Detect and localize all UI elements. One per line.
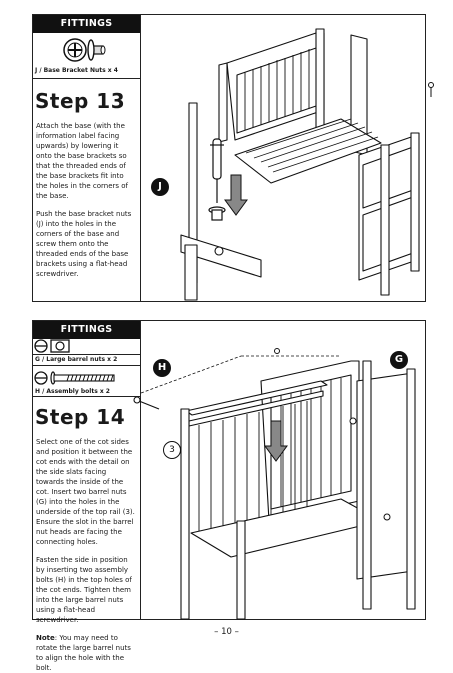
step-13-panel [32,14,426,302]
fitting-caption-j: J / Base Bracket Nuts x 4 [35,67,118,74]
step-13-instructions [33,15,141,301]
step-14-note [36,633,136,673]
base-bracket-nut-icon [33,33,139,67]
fittings-header: FITTINGS [33,15,140,33]
cot-side-assembly-illustration [141,321,426,619]
step-13-body [33,121,140,279]
step-13-paragraph-2: Push the base bracket nuts (J) into the holes in the corners of the base and screw them onto the threaded ends of the base brackets using a flat-head screwdriver. [36,210,132,278]
callout-part-3: 3 [163,441,181,459]
fittings-header: FITTINGS [33,321,140,339]
page-number: – 10 – [214,627,239,637]
assembly-bolt-icon [33,368,139,388]
cot-base-assembly-illustration [141,15,426,301]
fitting-caption-g: G / Large barrel nuts x 2 [35,356,118,363]
note-text: : You may need to rotate the large barrel nuts to align the hole with the bolt. [36,634,131,672]
fittings-box-h [33,365,140,397]
fittings-box-j [33,15,140,79]
step-14-paragraph-1: Select one of the cot sides and position it between the cot ends with the detail on the side slats facing towards the inside of the cot. Insert two barrel nuts (G) into the holes in the underside of the top rail (3). Ensure the slot in the barrel nut heads are facing the connecting holes. [36,438,135,546]
note-label: Note [36,634,55,642]
callout-g: G [390,351,408,369]
step-14-instructions [33,321,141,672]
step-13-paragraph-1: Attach the base (with the information label facing upwards) by lowering it onto the base brackets so that the threaded ends of the base brackets fit into the holes in the corners of the base. [36,122,129,200]
step-14-paragraph-2: Fasten the side in position by inserting two assembly bolts (H) in the top holes of the cot ends. Tighten them into the large barrel nuts using a flat-head screwdriver. [36,556,132,624]
step-13-illustration [141,15,425,301]
fitting-caption-h: H / Assembly bolts x 2 [35,388,110,395]
callout-j: J [151,178,169,196]
step-14-body [33,437,140,673]
callout-h: H [153,359,171,377]
fittings-box-g [33,321,140,355]
step-14-illustration [141,321,425,619]
large-barrel-nut-icon [33,338,139,354]
step-14-title: Step 14 [35,405,126,429]
step-13-title: Step 13 [35,89,126,113]
